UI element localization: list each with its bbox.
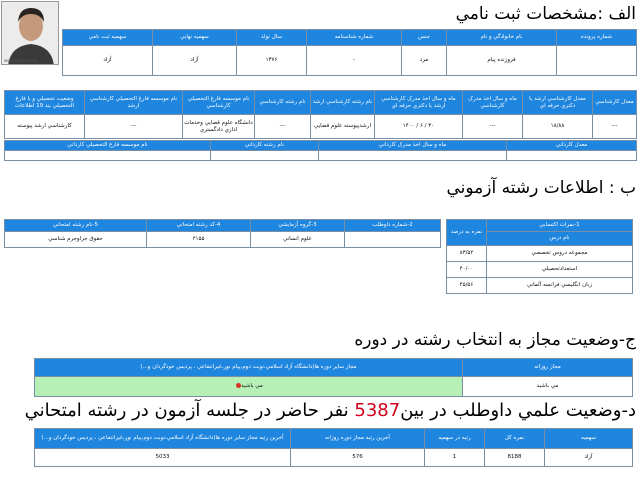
value-other-allowed-cell (35, 377, 463, 397)
header-master-date: ماه و سال اخذ مدرک کارشناسي ارشد يا دکتري حرفه اي (375, 91, 463, 115)
course-score-2: ۴۰/۰۰ (447, 262, 487, 278)
header-daily-allowed: مجاز روزانه (463, 359, 633, 377)
header-final-quota: سهميه نهايي (153, 30, 237, 46)
header-education-status: وضعيت تحصيلي و يا فارغ التحصيلي بند 19 اطلاعات (5, 91, 85, 115)
value-quota-rank: 1 (425, 449, 485, 467)
scores-table (446, 219, 633, 294)
course-name-2: استعدادتحصيلي (487, 262, 633, 278)
section-c-title: ج-وضعيت مجاز به انتخاب رشته در دوره (354, 330, 636, 350)
header-associate-date: ماه و سال اخذ مدرک کارداني (319, 141, 507, 151)
header-id-number: شماره شناسنامه (307, 30, 402, 46)
photo-caption: www.sanjesh.org (4, 58, 38, 63)
value-total-score: 8188 (485, 449, 545, 467)
value-master-gpa: ۱۸/۸۸ (523, 115, 593, 139)
header-quota-rank: رتبه در سهميه (425, 429, 485, 449)
section-d-title-prefix: د-وضعيت علمي داوطلب در بين (400, 400, 636, 421)
header-registered-quota: سهميه ثبت نامي (63, 30, 153, 46)
avatar (2, 2, 59, 65)
header-last-daily-rank: آخرين رتبه مجاز دوره روزانه (291, 429, 425, 449)
value-final-quota: آزاد (153, 46, 237, 76)
course-score-3: ۴۵/۵۶ (447, 278, 487, 294)
course-name-3: زبان انگليسي فرانسه آلماني (487, 278, 633, 294)
header-field-name: 5-نام رشته امتحاني (5, 220, 147, 232)
value-full-name: فروزنده پيام (447, 46, 557, 76)
header-other-allowed: مجاز ساير دوره ها(دانشگاه آزاد اسلامي،نوبت دوم،پيام نور،غيرانتفاعي ، پرديس خودگردان و...) (35, 359, 463, 377)
course-name-1: مجموعه دروس تخصصي (487, 246, 633, 262)
value-quota: آزاد (545, 449, 633, 467)
education-table (4, 90, 637, 139)
eligibility-table (34, 358, 633, 397)
value-exam-group: علوم انساني (251, 232, 345, 248)
value-master-field: ارشدپيوسته علوم قضايي (311, 115, 375, 139)
value-associate-field (211, 151, 319, 161)
exam-info-table (4, 219, 441, 248)
header-full-name: نام خانوادگي و نام (447, 30, 557, 46)
header-master-institute: نام موسسه فارغ التحصيلي کارشناسي ارشد (85, 91, 183, 115)
value-other-allowed: مي باشيد (241, 383, 263, 390)
header-associate-field: نام رشته کارداني (211, 141, 319, 151)
registration-table (62, 29, 637, 76)
value-master-institute: --- (85, 115, 183, 139)
header-percent: نمره به درصد (447, 220, 487, 246)
value-master-date: ۳۰ / ۶ / ۱۴۰۰ (375, 115, 463, 139)
value-field-code: ۲۱۵۵ (147, 232, 251, 248)
candidate-photo (1, 1, 59, 65)
value-candidate-number (345, 232, 441, 248)
value-field-name: حقوق جزاوجرم شناسي (5, 232, 147, 248)
header-file-number: شماره پرونده (557, 30, 637, 46)
value-last-other-rank: 5033 (35, 449, 291, 467)
header-total-score: نمره کل (485, 429, 545, 449)
header-associate-gpa: معدل کارداني (507, 141, 637, 151)
candidate-count: 5387 (354, 400, 401, 421)
course-score-1: ۸۳/۵۲ (447, 246, 487, 262)
header-bachelor-field: نام رشته کارشناسي (255, 91, 311, 115)
header-exam-group: 3-گروه آزمايشي (251, 220, 345, 232)
header-candidate-number: 2-شماره داوطلب (345, 220, 441, 232)
value-bachelor-institute: دانشگاه علوم قضايي وخدمات اداري دادگستري (183, 115, 255, 139)
header-bachelor-gpa: معدل کارشناسي (593, 91, 637, 115)
value-id-number: - (307, 46, 402, 76)
value-education-status: کارشناسي ارشد پيوسته (5, 115, 85, 139)
value-registered-quota: آزاد (63, 46, 153, 76)
value-daily-allowed: مي باشيد (463, 377, 633, 397)
header-associate-institute: نام موسسه فارغ التحصيلي کارداني (5, 141, 211, 151)
value-associate-date (319, 151, 507, 161)
header-scores: 1-نمرات اکتسابي (487, 220, 633, 232)
header-quota: سهميه (545, 429, 633, 449)
header-master-gpa: معدل کارشناسي ارشد يا دکتري حرفه اي (523, 91, 593, 115)
header-birth-year: سال تولد (237, 30, 307, 46)
value-associate-institute (5, 151, 211, 161)
header-bachelor-date: ماه و سال اخذ مدرک کارشناسي (463, 91, 523, 115)
header-bachelor-institute: نام موسسه فارغ التحصيلي کارشناسي (183, 91, 255, 115)
header-field-code: 4-کد رشته امتحاني (147, 220, 251, 232)
value-bachelor-date: --- (463, 115, 523, 139)
value-birth-year: ۱۳۷۶ (237, 46, 307, 76)
header-master-field: نام رشته کارشناسي ارشد (311, 91, 375, 115)
header-course-name: نام درس (487, 232, 633, 246)
section-b-title: ب : اطلاعات رشته آزموني (446, 178, 636, 198)
value-file-number (557, 46, 637, 76)
section-a-title: الف :مشخصات ثبت نامي (455, 4, 636, 24)
value-last-daily-rank: 576 (291, 449, 425, 467)
value-gender: مرد (402, 46, 447, 76)
value-associate-gpa (507, 151, 637, 161)
value-bachelor-gpa: --- (593, 115, 637, 139)
associate-table (4, 140, 637, 161)
section-d-title-suffix: نفر حاضر در جلسه آزمون در رشته امتحاني (24, 400, 349, 421)
value-bachelor-field: --- (255, 115, 311, 139)
header-gender: جنس (402, 30, 447, 46)
header-last-other-rank: آخرين رتبه مجاز ساير دوره ها(دانشگاه آزاد اسلامي،نوبت دوم،پيام نور،غيرانتفاعي ، پرديس خودگردان و...) (35, 429, 291, 449)
section-d-title (25, 400, 636, 421)
ranking-table (34, 428, 633, 467)
